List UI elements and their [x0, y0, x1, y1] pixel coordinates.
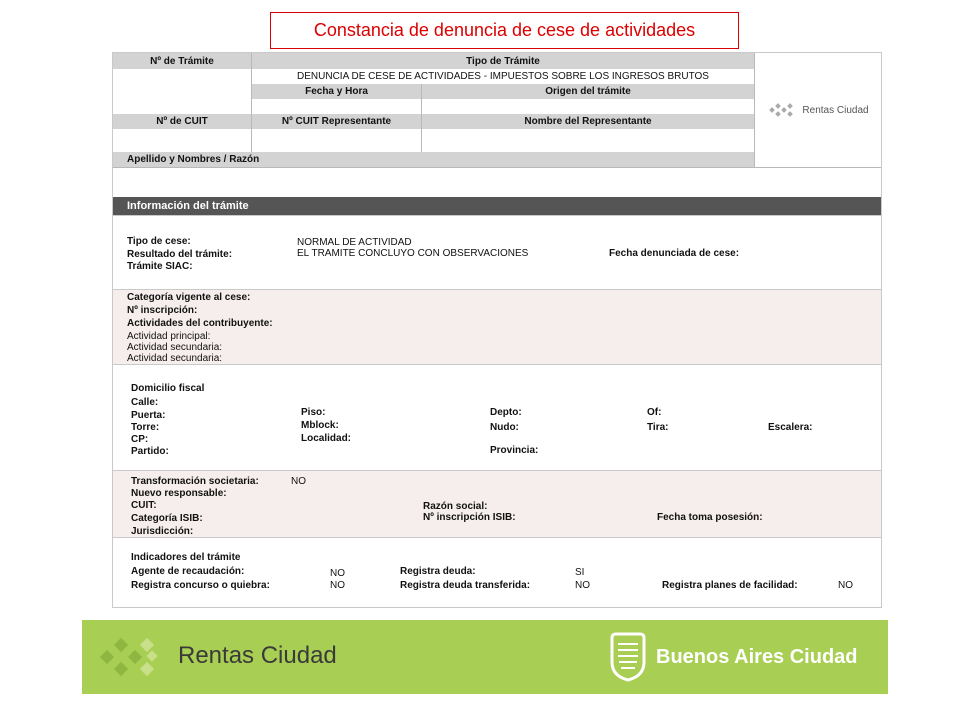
transformacion-value: NO — [291, 476, 306, 487]
resultado-label: Resultado del trámite: — [127, 249, 233, 260]
tramite-type-header: Tipo de Trámite — [252, 53, 754, 69]
apellido-header: Apellido y Nombres / Razón — [113, 152, 754, 167]
categoria-vigente-label: Categoría vigente al cese: — [127, 292, 251, 303]
razon-social-label: Razón social: — [423, 501, 488, 512]
partido-label: Partido: — [131, 446, 169, 457]
info-section-title: Información del trámite — [113, 197, 882, 215]
transformacion-label: Transformación societaria: — [131, 476, 259, 487]
grid-divider — [113, 167, 882, 168]
piso-label: Piso: — [301, 407, 326, 418]
inscripcion-label: Nº inscripción: — [127, 305, 198, 316]
deuda-transferida-value: NO — [575, 580, 590, 591]
constancia-document — [112, 52, 882, 608]
rentas-logo — [754, 53, 882, 167]
grid-divider — [421, 84, 422, 152]
page-title: Constancia de denuncia de cese de actividades — [270, 12, 739, 49]
agente-value: NO — [330, 568, 345, 579]
buenos-aires-shield-icon — [608, 632, 648, 682]
nudo-label: Nudo: — [490, 422, 519, 433]
actividad-principal-label: Actividad principal: — [127, 331, 211, 342]
calle-label: Calle: — [131, 397, 159, 408]
origen-header: Origen del trámite — [422, 84, 754, 99]
transformacion-band — [113, 470, 882, 537]
deuda-value: SI — [575, 567, 585, 578]
tramite-number-header: Nº de Trámite — [113, 53, 251, 69]
resultado-value: EL TRAMITE CONCLUYO CON OBSERVACIONES — [297, 248, 529, 259]
agente-label: Agente de recaudación: — [131, 566, 245, 577]
buenos-aires-ciudad-text: Buenos Aires Ciudad — [656, 646, 858, 668]
torre-label: Torre: — [131, 422, 160, 433]
rentas-logo-text: Rentas Ciudad — [802, 104, 869, 116]
of-label: Of: — [647, 407, 662, 418]
puerta-label: Puerta: — [131, 410, 166, 421]
categoria-band — [113, 289, 882, 364]
cp-label: CP: — [131, 434, 149, 445]
provincia-label: Provincia: — [490, 445, 539, 456]
mblock-label: Mblock: — [301, 420, 339, 431]
concurso-value: NO — [330, 580, 345, 591]
domicilio-band — [113, 364, 882, 470]
actividad-secundaria-label: Actividad secundaria: — [127, 353, 223, 364]
depto-label: Depto: — [490, 407, 522, 418]
escalera-label: Escalera: — [768, 422, 813, 433]
grid-divider — [251, 53, 252, 152]
indicadores-title: Indicadores del trámite — [131, 552, 241, 563]
tramite-type-value: DENUNCIA DE CESE DE ACTIVIDADES - IMPUESTOS SOBRE LOS INGRESOS BRUTOS — [252, 69, 754, 84]
info-band — [113, 215, 882, 289]
concurso-label: Registra concurso o quiebra: — [131, 580, 270, 591]
nuevo-responsable-label: Nuevo responsable: — [131, 488, 227, 499]
localidad-label: Localidad: — [301, 433, 352, 444]
siac-label: Trámite SIAC: — [127, 261, 193, 272]
actividad-secundaria-label: Actividad secundaria: — [127, 342, 223, 353]
fecha-hora-header: Fecha y Hora — [252, 84, 421, 99]
planes-facilidad-label: Registra planes de facilidad: — [662, 580, 798, 591]
deuda-transferida-label: Registra deuda transferida: — [400, 580, 531, 591]
planes-facilidad-value: NO — [838, 580, 853, 591]
nombre-representante-header: Nombre del Representante — [422, 114, 754, 129]
fecha-posesion-label: Fecha toma posesión: — [657, 512, 763, 523]
categoria-isib-label: Categoría ISIB: — [131, 513, 203, 524]
rentas-ciudad-logo-icon — [96, 630, 164, 684]
footer-banner — [82, 620, 888, 694]
tipo-cese-value: NORMAL DE ACTIVIDAD — [297, 237, 412, 248]
cuit-header: Nº de CUIT — [113, 114, 251, 129]
domicilio-title: Domicilio fiscal — [131, 383, 205, 394]
rentas-logo-icon — [768, 100, 796, 120]
jurisdiccion-label: Jurisdicción: — [131, 526, 194, 537]
indicadores-band — [113, 537, 882, 608]
cuit-representante-header: Nº CUIT Representante — [252, 114, 421, 129]
actividades-label: Actividades del contribuyente: — [127, 318, 273, 329]
tira-label: Tira: — [647, 422, 669, 433]
inscripcion-isib-label: Nº inscripción ISIB: — [423, 512, 516, 523]
deuda-label: Registra deuda: — [400, 566, 476, 577]
tipo-cese-label: Tipo de cese: — [127, 236, 191, 247]
fecha-cese-label: Fecha denunciada de cese: — [609, 248, 740, 259]
cuit-label: CUIT: — [131, 500, 157, 511]
rentas-ciudad-text: Rentas Ciudad — [178, 642, 337, 669]
